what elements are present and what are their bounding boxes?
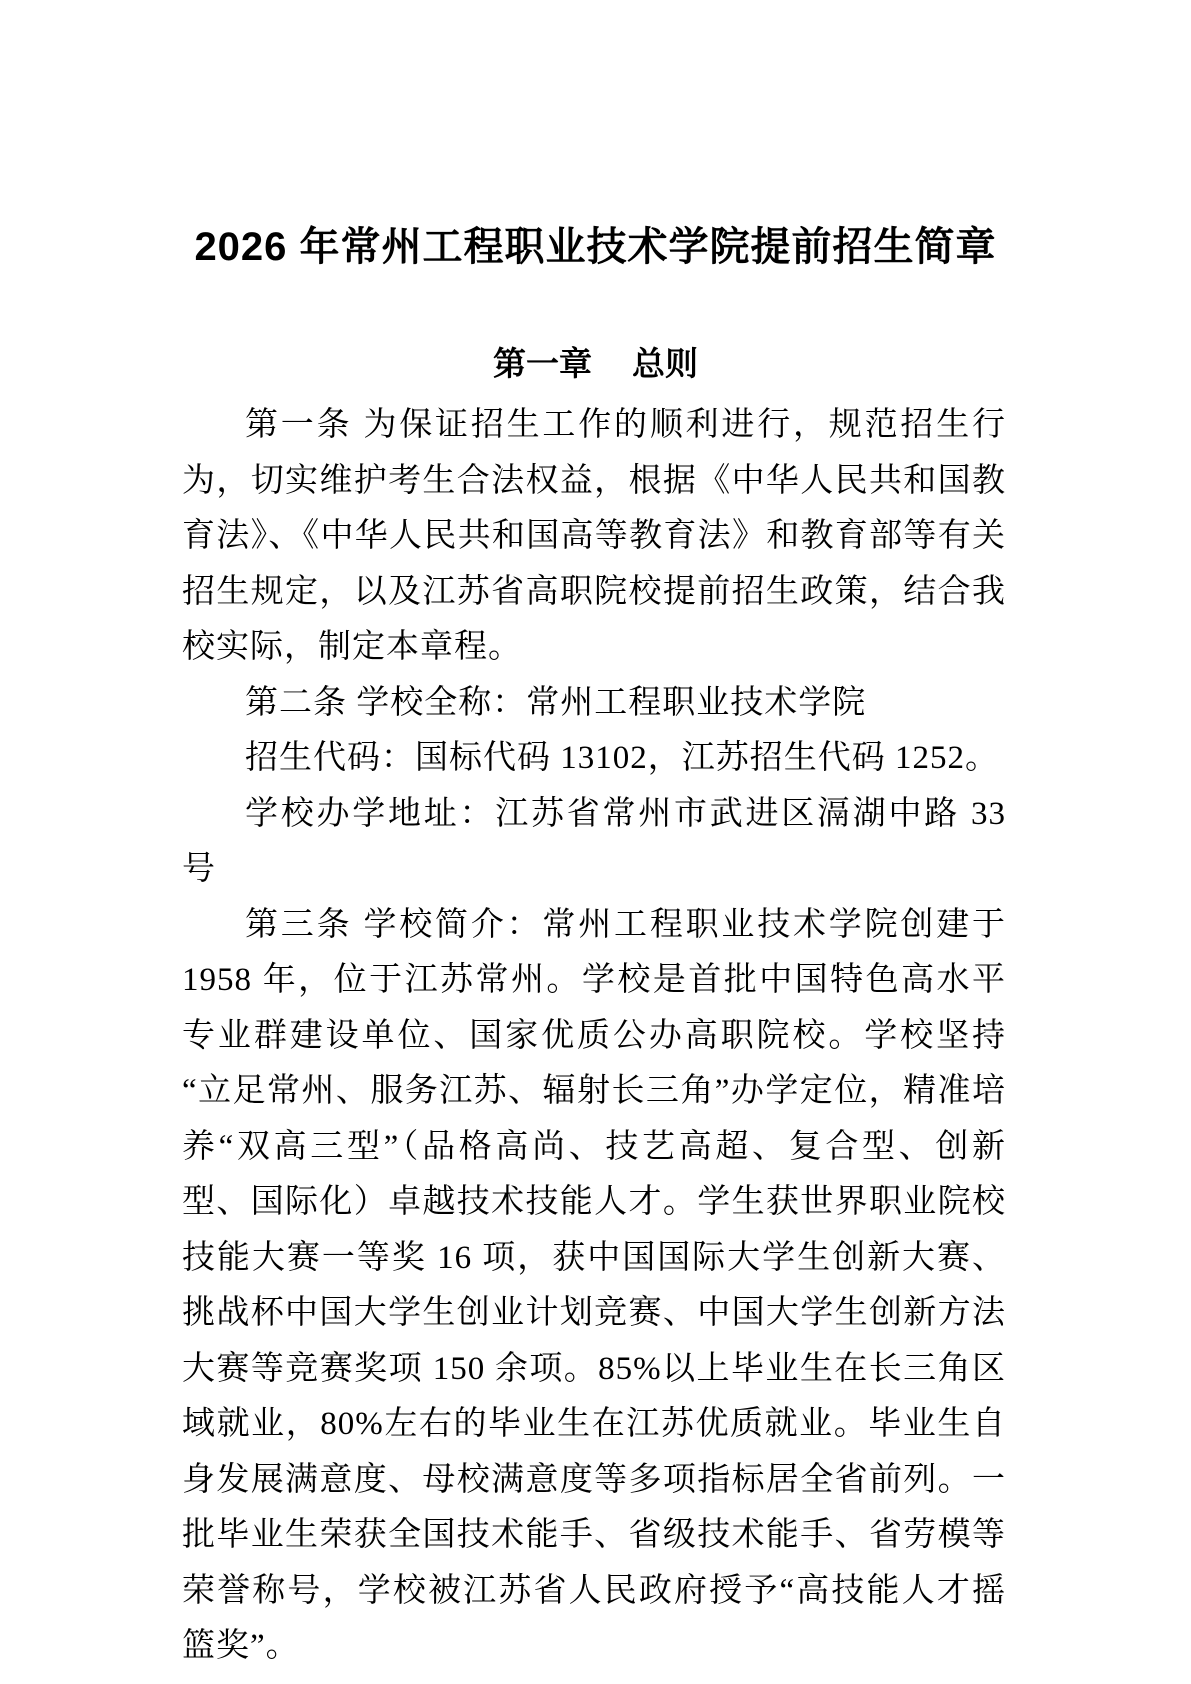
paragraph-article-2-school-name: 第二条 学校全称：常州工程职业技术学院	[245, 684, 867, 721]
document-title: 2026 年常州工程职业技术学院提前招生简章	[194, 225, 997, 269]
paragraph-admission-codes: 招生代码：国标代码 13102，江苏招生代码 1252。	[245, 740, 999, 776]
chapter-number: 第一章	[493, 345, 592, 382]
chapter-heading	[0, 344, 1191, 384]
paragraph-article-3-school-intro: 第三条 学校简介：常州工程职业技术学院创建于 1958 年，位于江苏常州。学校是首批中国特色高水平专业群建设单位、国家优质公办高职院校。学校坚持“立足常州、服务江苏、辐射长三角”办学定位，精准培养“双高三型”（品格高尚、技艺高超、复合型、创新型、国际化）卓越技术技能人才。学生获世界职业院校技能大赛一等奖 16 项，获中国国际大学生创新大赛、挑战杯中国大学生创业计划竞赛、中国大学生创新方法大赛等竞赛奖项 150 余项。85%以上毕业生在长三角区域就业，80%左右的毕业生在江苏优质就业。毕业生自身发展满意度、母校满意度等多项指标居全省前列。一批毕业生荣获全国技术能手、省级技术能手、省劳模等荣誉称号，学校被江苏省人民政府授予“高技能人才摇篮奖”。	[182, 906, 1006, 1664]
document-body	[182, 398, 1006, 1675]
paragraph-school-address: 学校办学地址：江苏省常州市武进区滆湖中路 33 号	[182, 795, 1006, 887]
chapter-name: 总则	[632, 345, 698, 382]
paragraph-article-1: 第一条 为保证招生工作的顺利进行，规范招生行为，切实维护考生合法权益，根据《中华人民共和国教育法》、《中华人民共和国高等教育法》和教育部等有关招生规定，以及江苏省高职院校提前招生政策，结合我校实际，制定本章程。	[182, 407, 1006, 665]
